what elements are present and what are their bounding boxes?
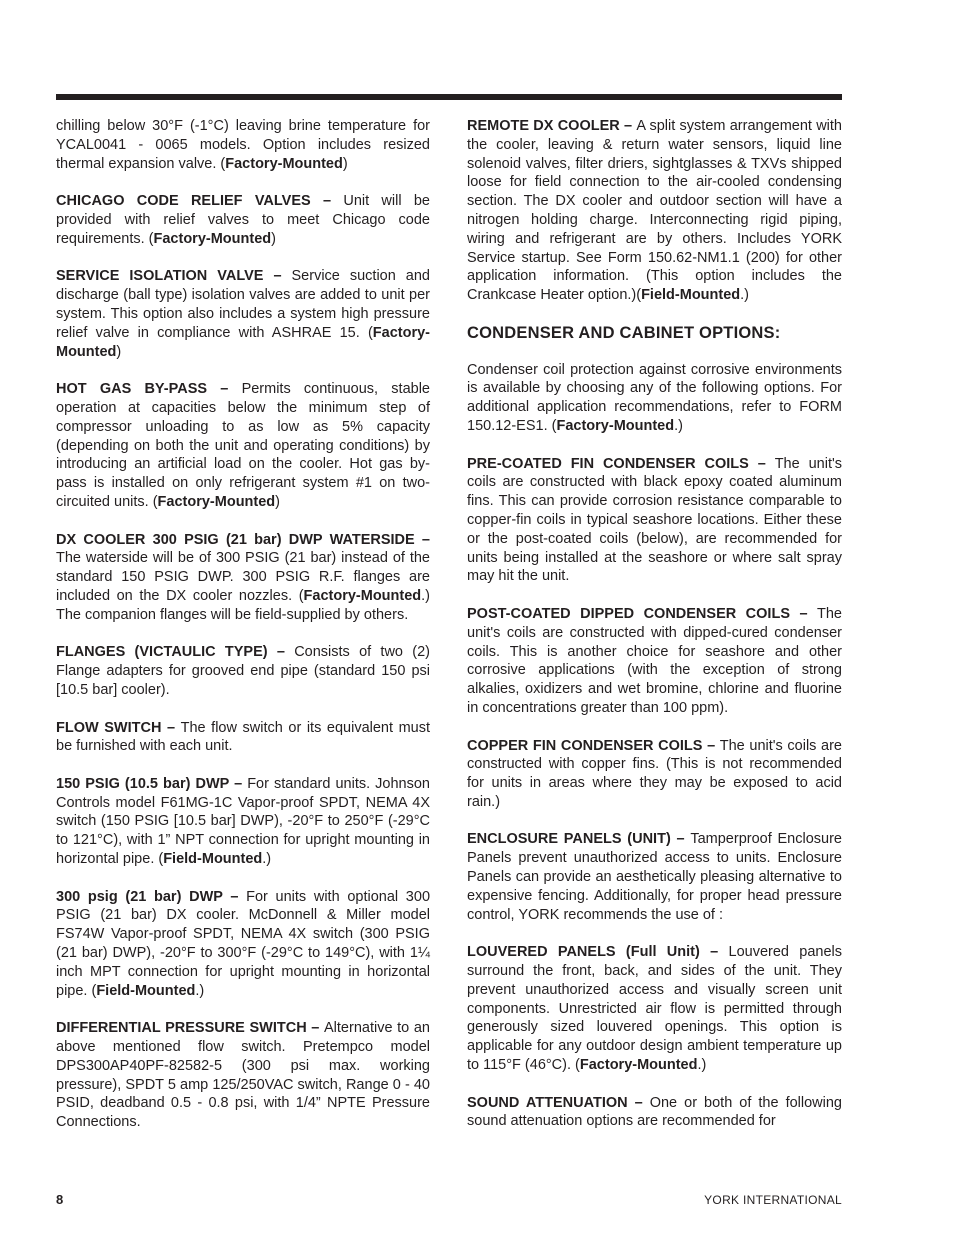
paragraph-service-isolation-valve: SERVICE ISOLATION VALVE – Service suction and discharge (ball type) isolation valves are added to unit per system. This option also includes a system high pressure relief valve in compliance with ASHRAE 15. (Factory-Mounted) xyxy=(56,268,430,360)
section-heading-condenser-cabinet-options: CONDENSER AND CABINET OPTIONS: xyxy=(467,323,781,342)
paragraph-hot-gas-bypass: HOT GAS BY-PASS – Permits continuous, stable operation at capacities below the minimum step of compressor unloading to as low as 5% capacity (depending on both the unit and operating conditions) by introducing an artificial load on the cooler. Hot gas by-pass is installed on only refrigerant system #1 on two-circuited units. (Factory-Mounted) xyxy=(56,381,430,510)
paragraph-brine-chilling: chilling below 30°F (-1°C) leaving brine temperature for YCAL0041 - 0065 models. Option includes resized thermal expansion valve. (Factory-Mounted) xyxy=(56,118,430,172)
paragraph-300-psig-dwp: 300 psig (21 bar) DWP – For units with optional 300 PSIG (21 bar) DX cooler. McDonnell & Miller model FS74W Vapor-proof SPDT, NEMA 4X switch (300 PSIG (21 bar) DWP), -20°F to 300°F (-29°C to 149°C), with 1¼ inch MPT connection for upright mounting in horizontal pipe. (Field-Mounted.) xyxy=(56,888,431,999)
footer-brand: YORK INTERNATIONAL xyxy=(704,1193,842,1207)
paragraph-differential-pressure-switch: DIFFERENTIAL PRESSURE SWITCH – Alternative to an above mentioned flow switch. Pretempco model DPS300AP40PF-82582-5 (300 psi max. working pressure), SPDT 5 amp 125/250VAC switch, Range 0 - 40 PSID, deadband 0.5 - 0.8 psi, with 1/4” NPTE Pressure Connections. xyxy=(56,1020,430,1131)
paragraph-flanges-victaulic: FLANGES (VICTAULIC TYPE) – Consists of two (2) Flange adapters for grooved end pipe (standard 150 psi [10.5 bar] cooler). xyxy=(56,644,430,698)
paragraph-sound-attenuation: SOUND ATTENUATION – One or both of the following sound attenuation options are recommended for xyxy=(467,1094,842,1130)
paragraph-condenser-coil-protection: Condenser coil protection against corrosive environments is available by choosing any of the following options. For additional application recommendations, refer to FORM 150.12-ES1. (Factory-Mounted.) xyxy=(467,361,842,434)
left-column xyxy=(56,117,430,1151)
right-column xyxy=(467,117,842,1150)
paragraph-post-coated-dipped-coils: POST-COATED DIPPED CONDENSER COILS – The unit's coils are constructed with dipped-cured condenser coils. This is another choice for seashore and other corrosive applications (with the exception of strong alkalies, oxidizers and wet bromine, chlorine and fluorine in concentrations greater than 100 ppm). xyxy=(467,605,842,716)
page-number: 8 xyxy=(56,1192,64,1207)
paragraph-dx-cooler-300-psig: DX COOLER 300 PSIG (21 bar) DWP WATERSIDE – The waterside will be of 300 PSIG (21 bar) instead of the standard 150 PSIG DWP. 300 PSIG R.F. flanges are included on the DX cooler nozzles. (Factory-Mounted.) The companion flanges will be field-supplied by others. xyxy=(56,531,430,623)
paragraph-pre-coated-fin-coils: PRE-COATED FIN CONDENSER COILS – The unit's coils are constructed with black epoxy coated aluminum fins. This can provide corrosion resistance comparable to copper-fin coils in typical seashore locations. Either these or the post-coated coils (below), are recommended for units being installed at the seashore or where salt spray may hit the unit. xyxy=(467,455,842,585)
paragraph-150-psig-dwp: 150 PSIG (10.5 bar) DWP – For standard units. Johnson Controls model F61MG-1C Vapor-proof SPDT, NEMA 4X switch (150 PSIG [10.5 bar] DWP), -20°F to 250°F (-29°C to 121°C), with 1” NPT connection for upright mounting in horizontal pipe. (Field-Mounted.) xyxy=(56,775,430,868)
paragraph-chicago-code-relief-valves: CHICAGO CODE RELIEF VALVES – Unit will be provided with relief valves to meet Chicago code requirements. (Factory-Mounted) xyxy=(56,193,430,247)
paragraph-copper-fin-coils: COPPER FIN CONDENSER COILS – The unit's coils are constructed with copper fins. (This is not recommended for units in areas where they may be exposed to acid rain.) xyxy=(467,737,842,810)
paragraph-louvered-panels: LOUVERED PANELS (Full Unit) – Louvered panels surround the front, back, and sides of the unit. They prevent unauthorized access and visually screen unit components. Unrestricted air flow is permitted through generously sized louvered openings. This option is applicable for any outdoor design ambient temperature up to 115°F (46°C). (Factory-Mounted.) xyxy=(467,944,842,1074)
paragraph-remote-dx-cooler: REMOTE DX COOLER – A split system arrangement with the cooler, leaving & return water sensors, liquid line solenoid valves, filter driers, sightglasses & TXVs shipped loose for field connection to the air-cooled condensing section. The DX cooler and outdoor section will have a nitrogen holding charge. Interconnecting rigid piping, wiring and refrigerant are by others. Includes YORK Service startup. See Form 150.62-NM1.1 (200) for other application information. (This option includes the Crankcase Heater option.)(Field-Mounted.) xyxy=(467,118,842,304)
paragraph-enclosure-panels: ENCLOSURE PANELS (UNIT) – Tamperproof Enclosure Panels prevent unauthorized access to units. Enclosure Panels can provide an aesthetically pleasing alternative to expensive fencing. Additionally, for proper head pressure control, YORK recommends the use of : xyxy=(467,831,842,923)
top-rule xyxy=(56,94,842,100)
paragraph-flow-switch: FLOW SWITCH – The flow switch or its equivalent must be furnished with each unit. xyxy=(56,719,430,755)
